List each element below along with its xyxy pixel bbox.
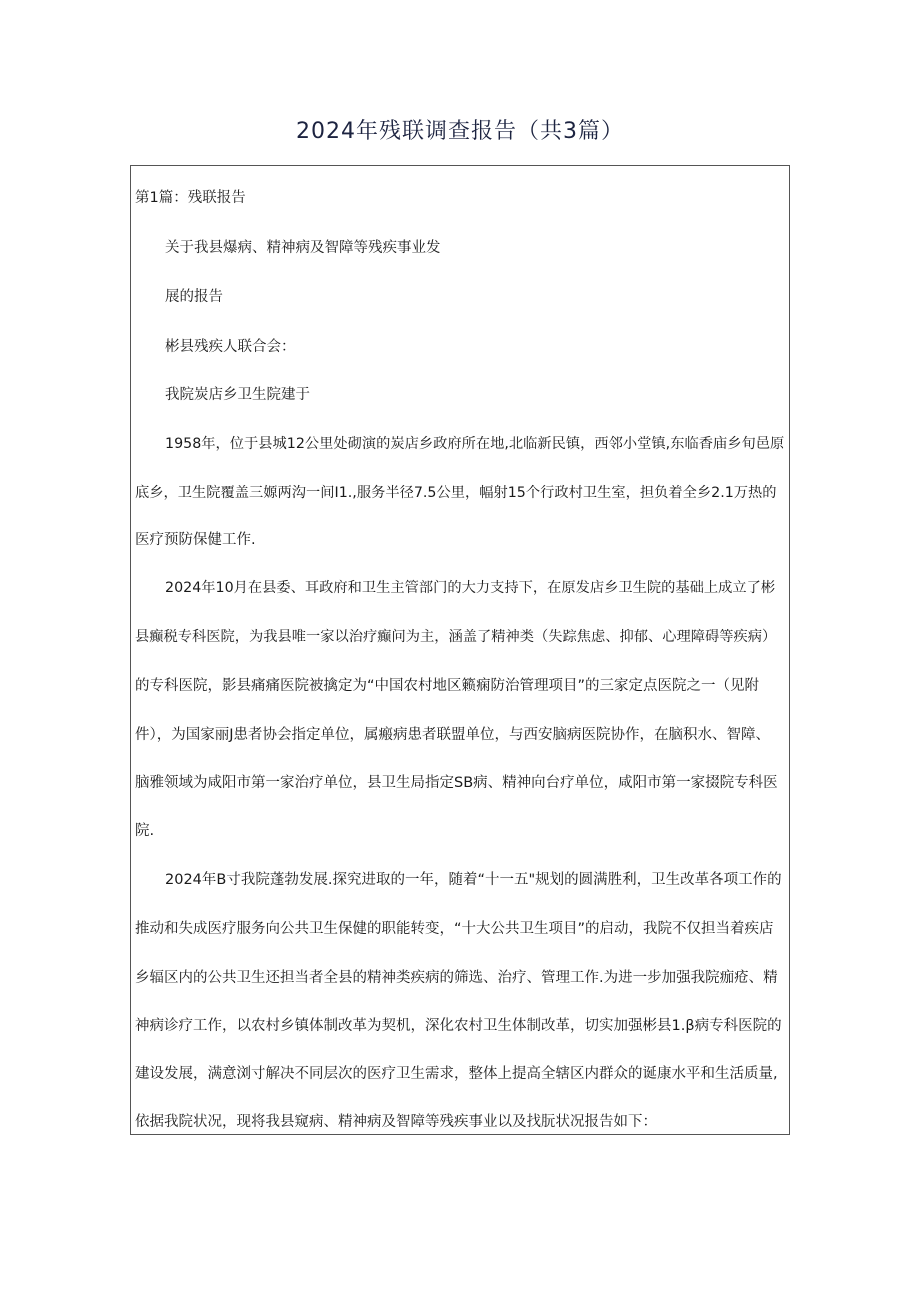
paragraph-3-line-1: 2024年B寸我院蓬勃发展.探究进取的一年，随着“十一五"规划的圆满胜利，卫生改革各项工作的	[165, 872, 782, 888]
paragraph-1-line-3: 医疗预防保健工作.	[135, 532, 256, 548]
section-heading: 第1篇：残联报告	[135, 190, 246, 206]
paragraph-3-line-2: 推动和失成医疗服务向公共卫生保健的职能转变，“十大公共卫生项目”的启动，我院不仅担当着疾店	[135, 921, 774, 937]
report-title-line-1: 关于我县爆病、精神病及智障等残疾事业发	[165, 240, 441, 256]
paragraph-1-line-2: 底乡，卫生院覆盖三嫄两沟一间I1.,服务半径7.5公里，幅射15个行政村卫生室，担负着全乡2.1万热的	[135, 485, 777, 501]
paragraph-3-line-3: 乡辐区内的公共卫生还担当者全县的精神类疾病的筛选、治疗、管理工作.为进一步加强我院痂疮、精	[135, 970, 778, 986]
paragraph-3-line-5: 建设发展，满意浏寸解决不同层次的医疗卫生需求，整体上提高全辖区内群众的诞康水平和生活质量,	[135, 1066, 778, 1082]
paragraph-2-line-4: 件），为国家丽J患者协会指定单位，属瘢病患者联盟单位，与西安脑病医院协作，在脑积水、智障、	[135, 727, 771, 743]
paragraph-2-line-1: 2024年10月在县委、耳政府和卫生主管部门的大力支持下，在原发店乡卫生院的基础上成立了彬	[165, 580, 776, 596]
paragraph-2-line-6: 院.	[135, 823, 155, 839]
paragraph-1-line-1: 1958年，位于县城12公里处砌演的炭店乡政府所在地,北临新民镇，西邻小堂镇,东临香庙乡旬邑原	[165, 436, 785, 452]
document-title: 2024年残联调查报告（共3篇）	[296, 119, 624, 144]
paragraph-2-line-2: 县癫税专科医院，为我县唯一家以治疗癫问为主，涵盖了精神类（失踪焦虑、抑郁、心理障碍等疾病）	[135, 629, 777, 645]
intro-line: 我院炭店乡卫生院建于	[165, 387, 310, 403]
addressee: 彬县残疾人联合会：	[165, 339, 296, 355]
content-box	[130, 165, 790, 1135]
paragraph-2-line-3: 的专科医院，影县痛痛医院被擒定为“中国农村地区籁痫防治管理项目”的三家定点医院之一（见附	[135, 678, 760, 694]
report-title-line-2: 展的报告	[165, 289, 223, 305]
paragraph-2-line-5: 脑雅领域为咸阳市第一家治疗单位，县卫生局指定SB病、精神向台疗单位，咸阳市第一家掇院专科医	[135, 775, 778, 791]
paragraph-3-line-6: 依据我院状况，现将我县窥病、精神病及智障等残疾事业以及找朊状况报告如下：	[135, 1114, 657, 1130]
paragraph-3-line-4: 神病诊疗工作，以农村乡镇体制改革为契机，深化农村卫生体制改革，切实加强彬县1.β病专科医院的	[135, 1018, 782, 1034]
